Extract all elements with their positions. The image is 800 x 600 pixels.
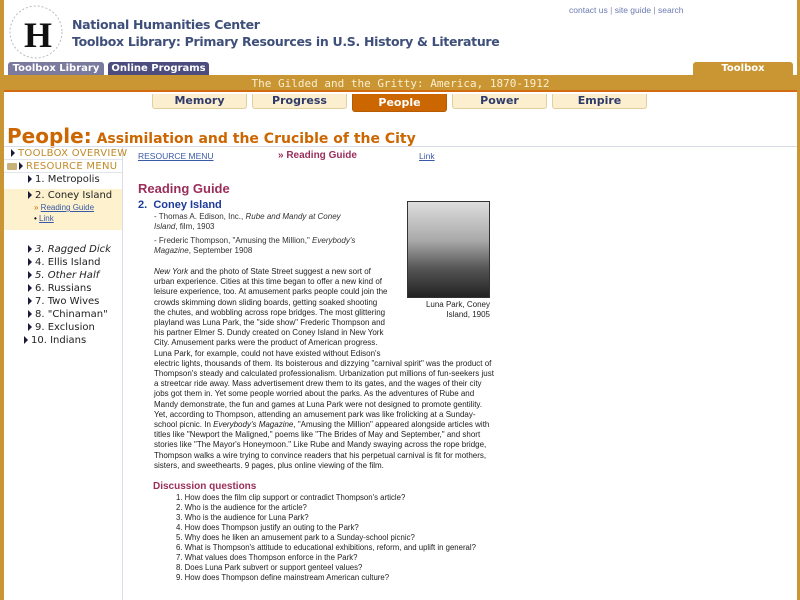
- search-link[interactable]: search: [658, 5, 684, 15]
- body-italic: Everybody's Magazine: [213, 420, 294, 430]
- triangle-right-icon: [28, 271, 32, 279]
- sidebar-item-chinaman[interactable]: [4, 308, 122, 321]
- question-item: 7. What values does Thompson enforce in the Park?: [176, 553, 358, 562]
- sidebar-item-ragged-dick[interactable]: [4, 243, 122, 256]
- triangle-right-icon: [28, 191, 32, 199]
- sidebar-label: 2. Coney Island: [35, 190, 113, 201]
- document-number: 2.: [138, 199, 148, 211]
- contact-us-link[interactable]: contact us: [569, 5, 608, 15]
- folder-icon: [7, 163, 17, 170]
- sidebar-label: 6. Russians: [35, 283, 92, 294]
- nhc-logo[interactable]: [8, 4, 64, 60]
- link-link[interactable]: Link: [39, 214, 54, 223]
- sidebar-label: 5. Other Half: [35, 270, 100, 281]
- document-title: [138, 199, 222, 211]
- question-item: 1. How does the film clip support or contradict Thompson's article?: [176, 493, 406, 502]
- sidebar-toolbox-overview[interactable]: [4, 147, 128, 160]
- page-title-theme: People:: [7, 124, 92, 148]
- sidebar-item-coney-island[interactable]: [4, 189, 122, 202]
- tab-online-programs[interactable]: Online Programs: [108, 62, 209, 75]
- sidebar-label: 7. Two Wives: [35, 296, 100, 307]
- collection-banner: The Gilded and the Gritty: America, 1870-1912: [4, 75, 797, 92]
- question-item: 9. How does Thompson define mainstream American culture?: [176, 573, 390, 582]
- site-name: National Humanities Center: [72, 17, 260, 32]
- sidebar: [4, 147, 128, 600]
- sidebar-sub-reading-guide: » Reading Guide: [34, 203, 95, 212]
- top-links: contact us | site guide | search: [569, 5, 684, 15]
- question-item: 4. How does Thompson justify an outing to the Park?: [176, 523, 359, 532]
- triangle-right-icon: [19, 162, 23, 170]
- document-name: Coney Island: [153, 199, 222, 211]
- triangle-right-icon: [11, 149, 15, 157]
- reading-guide-link[interactable]: Reading Guide: [40, 203, 95, 212]
- source-text: , film, 1903: [175, 222, 215, 231]
- triangle-right-icon: [28, 245, 32, 253]
- sidebar-item-russians[interactable]: [4, 282, 122, 295]
- tab-toolbox-library[interactable]: Toolbox Library: [8, 62, 104, 75]
- sidebar-item-other-half[interactable]: [4, 269, 122, 282]
- resource-menu-link[interactable]: RESOURCE MENU: [138, 151, 214, 161]
- page-title: [7, 124, 416, 148]
- sidebar-sub-link: • Link: [34, 214, 54, 223]
- theme-tab-people[interactable]: People: [352, 94, 447, 112]
- sidebar-label: 10. Indians: [31, 335, 87, 346]
- site-guide-link[interactable]: site guide: [614, 5, 652, 15]
- source-text: Thomas A. Edison, Inc.,: [158, 212, 246, 221]
- sidebar-item-ellis-island[interactable]: [4, 256, 122, 269]
- triangle-right-icon: [28, 310, 32, 318]
- site-subtitle: Toolbox Library: Primary Resources in U.S. History & Literature: [72, 34, 500, 49]
- photo-caption: Luna Park, Coney Island, 1905: [425, 300, 490, 319]
- tab-toolbox[interactable]: Toolbox: [693, 62, 793, 75]
- source-item: - Thomas A. Edison, Inc., Rube and Mandy at Coney Island, film, 1903: [154, 212, 341, 231]
- luna-park-photo[interactable]: [407, 201, 490, 298]
- triangle-right-icon: [28, 323, 32, 331]
- theme-tab-empire[interactable]: Empire: [552, 94, 647, 109]
- body-italic: New York: [154, 267, 189, 276]
- question-item: 8. Does Luna Park subvert or support genteel values?: [176, 563, 363, 572]
- sidebar-label: 3. Ragged Dick: [35, 244, 111, 255]
- logo-letter: H: [24, 15, 53, 55]
- source-text: , September 1908: [188, 246, 253, 255]
- question-item: 6. What is Thompson's attitude to educational exhibitions, reform, and uplift in general?: [176, 543, 476, 552]
- triangle-right-icon: [28, 258, 32, 266]
- sidebar-label: TOOLBOX OVERVIEW: [18, 148, 128, 159]
- current-section: » Reading Guide: [278, 150, 357, 161]
- theme-tab-progress[interactable]: Progress: [252, 94, 347, 109]
- reading-guide-heading: Reading Guide: [138, 181, 230, 196]
- source-title: Everybody's Magazine: [154, 236, 356, 255]
- sidebar-label: 9. Exclusion: [35, 322, 95, 333]
- discussion-heading: Discussion questions: [153, 481, 257, 492]
- site-title: [72, 16, 499, 50]
- link-nav-link[interactable]: Link: [419, 151, 435, 161]
- question-item: 3. Who is the audience for Luna Park?: [176, 513, 309, 522]
- sidebar-item-indians[interactable]: [4, 334, 122, 347]
- triangle-right-icon: [28, 175, 32, 183]
- sidebar-label: RESOURCE MENU: [26, 161, 118, 172]
- sidebar-label: 8. "Chinaman": [35, 309, 108, 320]
- sidebar-item-two-wives[interactable]: [4, 295, 122, 308]
- body-text: and the photo of State Street suggest a new sort of urban experience. Cities at this time began to offer a new kind of leisure experience, too. At amusement parks people could join the crowds skimming down sliding boards, getting soaked shooting the chutes, and wobbling across rope bridges. The most glittering playland was Luna Park, the "side show" Frederic Thompson and his partner Elmer S. Dundy created on Coney Island in New York City. Amusement parks were the product of American progress. Luna Park, for example, could not have existed without Edison's electric lights, thousands of them. Its boisterous and dizzying "carnival spirit" was the product of Thompson's steady and calculated professionalism. Urbanization put millions of fun-seekers just a streetcar ride away. Mass advertisement drew them to its gates, and the wages of their city jobs got them in. Yet some people worried about the parks. As the adventures of Rube and Mandy demonstrate, the fun and games at Luna Park were not designed to promote gentility. Yet, according to Thompson, attending an amusement park was like frolicking at a Sunday-school picnic. In: [154, 267, 494, 430]
- theme-tab-memory[interactable]: Memory: [152, 94, 247, 109]
- question-item: 5. Why does he liken an amusement park to a Sunday-school picnic?: [176, 533, 415, 542]
- source-item: - Frederic Thompson, "Amusing the Million," Everybody's Magazine, September 1908: [154, 236, 356, 255]
- sidebar-label: 1. Metropolis: [35, 174, 100, 185]
- sidebar-resource-menu[interactable]: [4, 160, 122, 173]
- discussion-questions: [176, 493, 476, 583]
- sidebar-item-metropolis[interactable]: [4, 173, 122, 186]
- theme-tab-power[interactable]: Power: [452, 94, 547, 109]
- triangle-right-icon: [28, 284, 32, 292]
- triangle-right-icon: [24, 336, 28, 344]
- page-title-topic: Assimilation and the Crucible of the City: [96, 131, 416, 147]
- source-title: Rube and Mandy at Coney Island: [154, 212, 341, 231]
- sidebar-active-group: [4, 189, 122, 230]
- body-text: , "Amusing the Million" appeared alongside articles with titles like "Newport the Maligned," poems like "The Brides of May and September," and short stories like "The Mayor's Honeymoon." Like Rube and Mandy swaying across the rope bridge, Thompson walks a wire trying to convince readers that his perpetual carnival is fit for mothers, sisters, and sweethearts. 9 pages, plus online viewing of the film.: [154, 420, 490, 470]
- triangle-right-icon: [28, 297, 32, 305]
- source-text: Frederic Thompson, "Amusing the Million,": [158, 236, 313, 245]
- sidebar-label: 4. Ellis Island: [35, 257, 101, 268]
- sidebar-item-exclusion[interactable]: [4, 321, 122, 334]
- question-item: 2. Who is the audience for the article?: [176, 503, 307, 512]
